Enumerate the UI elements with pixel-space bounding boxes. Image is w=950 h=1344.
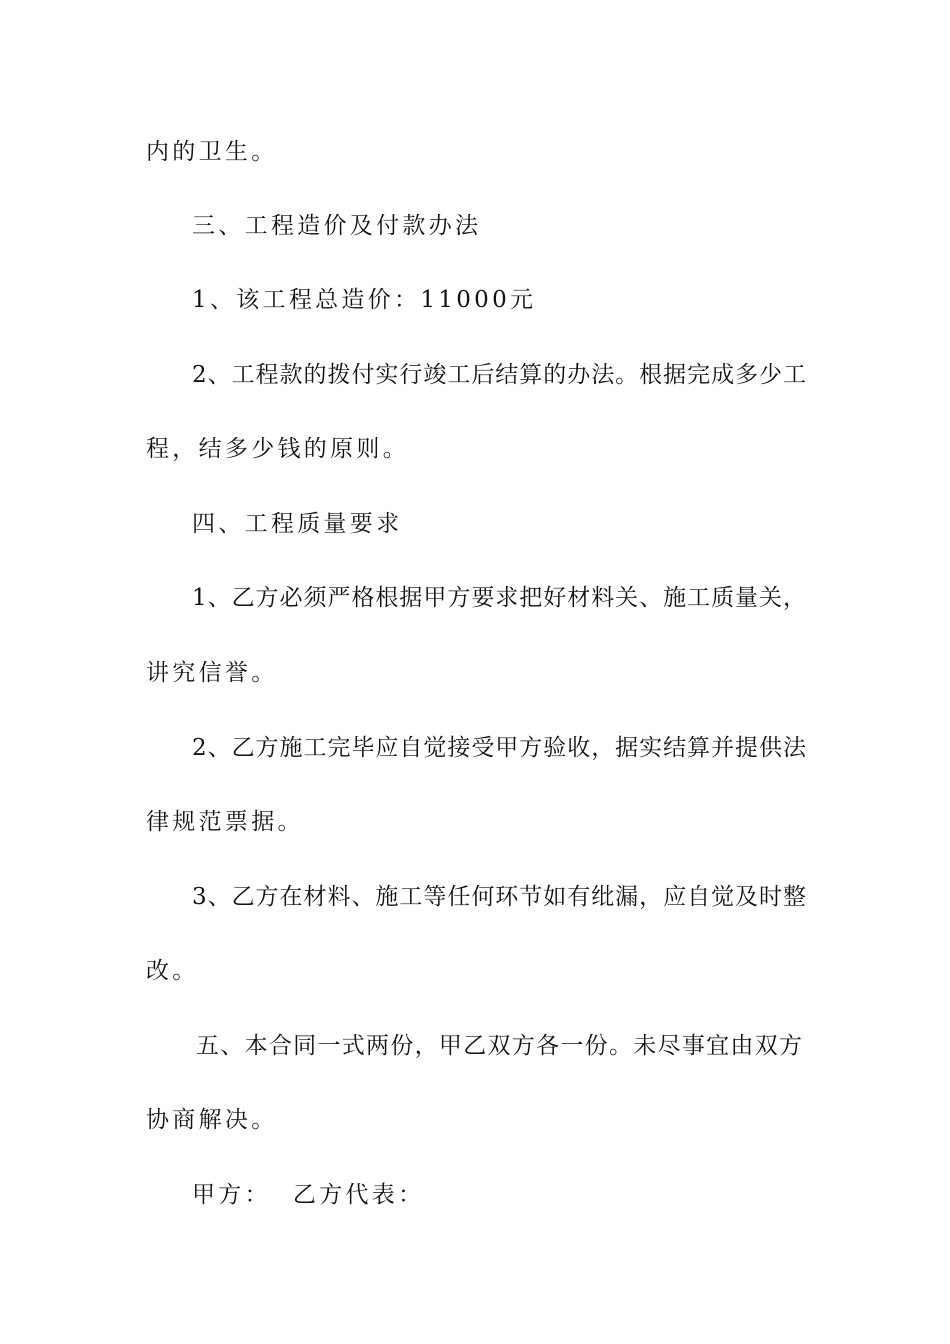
text-line: 内的卫生。	[146, 139, 278, 165]
text-line: 3、乙方在材料、施工等任何环节如有纰漏，应自觉及时整	[192, 884, 806, 910]
text-line: 2、乙方施工完毕应自觉接受甲方验收，据实结算并提供法	[192, 735, 806, 761]
text-line: 程，结多少钱的原则。	[146, 436, 409, 462]
text-line: 改。	[146, 958, 199, 984]
section-heading-quality: 四、工程质量要求	[192, 511, 403, 537]
text-line: 2、工程款的拨付实行竣工后结算的办法。根据完成多少工	[192, 362, 806, 388]
signature-line	[192, 1180, 852, 1210]
text-line: 1、该工程总造价：11000元	[192, 287, 537, 313]
party-a-label: 甲方：	[192, 1182, 271, 1208]
section-heading-copies: 五、本合同一式两份，甲乙双方各一份。未尽事宜由双方	[196, 1033, 802, 1059]
text-line: 讲究信誉。	[146, 660, 278, 686]
party-b-label: 乙方代表：	[292, 1182, 425, 1208]
text-line: 协商解决。	[146, 1107, 278, 1133]
text-line: 1、乙方必须严格根据甲方要求把好材料关、施工质量关，	[192, 585, 806, 611]
text-line: 律规范票据。	[146, 809, 304, 835]
section-heading-pricing: 三、工程造价及付款办法	[192, 213, 482, 239]
